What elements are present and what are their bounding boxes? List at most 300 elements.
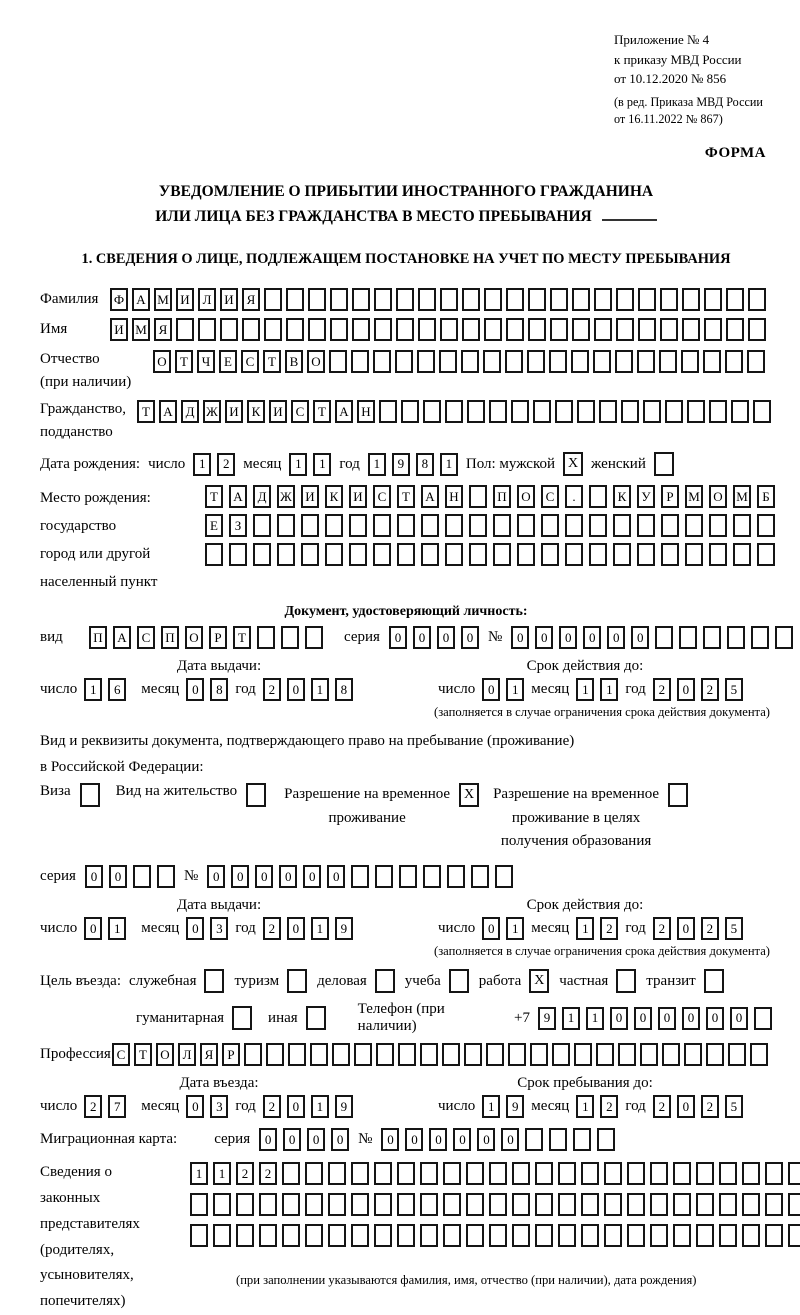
forma-label: ФОРМА [704,144,766,161]
char-cell: 2 [653,917,671,940]
char-cell [376,1043,394,1066]
char-cell: 7 [108,1095,126,1118]
char-cell [486,1043,504,1066]
char-cell [462,288,480,311]
identity-kind-cells [89,626,323,649]
char-cell [742,1162,760,1185]
month-word: месяц [531,920,570,937]
char-cell: Я [242,288,260,311]
month-word: месяц [243,455,282,472]
char-cell [397,1224,415,1247]
char-cell [286,318,304,341]
residence-valid-fields [438,917,772,940]
char-cell [655,626,673,649]
char-cell: 0 [511,626,529,649]
char-cell: И [269,400,287,423]
day-word: число [40,920,78,937]
char-cell: 2 [600,1095,618,1118]
char-cell: 1 [84,678,102,701]
char-cell: 0 [477,1128,495,1151]
identity-issue-month [186,678,228,701]
char-cell [493,543,511,566]
representatives-note: (при заполнении указываются фамилия, имя, отчество (при наличии), дата рождения) [236,1273,697,1288]
char-cell: 0 [658,1007,676,1030]
char-cell: 2 [653,678,671,701]
char-cell [325,543,343,566]
char-cell [495,865,513,888]
char-cell [535,1162,553,1185]
char-cell [527,350,545,373]
identity-issue-year [263,678,353,701]
stay-fields [438,1095,772,1118]
purpose-work-checkbox: X [529,969,549,993]
char-cell [379,400,397,423]
stay-day [482,1095,524,1118]
char-cell [443,1193,461,1216]
char-cell: К [613,485,631,508]
identity-issue-fields [40,678,398,701]
char-cell [661,543,679,566]
char-cell: 0 [389,626,407,649]
char-cell [464,1043,482,1066]
char-cell [351,865,369,888]
char-cell: 0 [607,626,625,649]
entry-half [40,1075,398,1118]
char-cell [229,543,247,566]
char-cell [420,1224,438,1247]
char-cell: К [325,485,343,508]
identity-valid-month [576,678,618,701]
citizenship-label-2: подданство [40,423,113,440]
rvp-edu-label-2: проживание в целях [511,809,641,826]
char-cell: М [154,288,172,311]
char-cell [133,865,151,888]
char-cell: 1 [311,917,329,940]
char-cell: 0 [85,865,103,888]
char-cell [682,318,700,341]
residence-issue-day [84,917,126,940]
char-cell: 0 [429,1128,447,1151]
identity-valid-half [398,658,772,701]
char-cell: 0 [437,626,455,649]
identity-number-cells [511,626,793,649]
char-cell [352,288,370,311]
residence-number-label: № [183,868,199,885]
char-cell [332,1043,350,1066]
char-cell: 1 [482,1095,500,1118]
char-cell [443,1224,461,1247]
char-cell: 0 [327,865,345,888]
char-cell [604,1224,622,1247]
annex-line: к приказу МВД России [614,51,742,67]
char-cell [281,626,299,649]
migration-card-row [40,1128,772,1151]
char-cell: 0 [109,865,127,888]
residence-valid-day [482,917,524,940]
identity-kind-row [40,626,772,649]
char-cell [349,543,367,566]
char-cell: А [159,400,177,423]
phone-prefix: +7 [514,1009,530,1026]
year-word: год [235,920,256,937]
rvp-label [284,783,450,830]
sex-male-label: Пол: мужской [465,455,556,472]
purpose-opt-label: транзит [646,972,696,989]
char-cell: А [335,400,353,423]
char-cell: 8 [210,678,228,701]
char-cell [558,1162,576,1185]
char-cell [305,626,323,649]
identity-issue-head: Дата выдачи: [176,658,262,675]
rvp-edu-checkbox [668,783,688,807]
char-cell [679,626,697,649]
char-cell [374,318,392,341]
char-cell [418,288,436,311]
char-cell [505,350,523,373]
char-cell [528,318,546,341]
char-cell [528,288,546,311]
month-word: месяц [141,681,180,698]
char-cell [754,1007,772,1030]
char-cell [398,1043,416,1066]
char-cell: М [132,318,150,341]
representatives-label-3: представителях [40,1215,140,1232]
char-cell [288,1043,306,1066]
char-cell [726,318,744,341]
char-cell [731,400,749,423]
char-cell: 2 [217,453,235,476]
char-cell: И [349,485,367,508]
char-cell [577,400,595,423]
char-cell [613,543,631,566]
char-cell: З [229,514,247,537]
patronymic-label-1: Отчество [40,351,100,368]
char-cell [277,543,295,566]
char-cell: С [373,485,391,508]
char-cell: А [229,485,247,508]
purpose-opt-label: работа [478,972,522,989]
char-cell [330,318,348,341]
char-cell [375,865,393,888]
char-cell [469,543,487,566]
char-cell: 0 [631,626,649,649]
char-cell [673,1224,691,1247]
rvp-option [284,783,479,830]
char-cell [308,288,326,311]
char-cell [466,1162,484,1185]
char-cell [535,1224,553,1247]
char-cell: 0 [682,1007,700,1030]
char-cell: 0 [186,917,204,940]
char-cell [511,400,529,423]
char-cell: П [493,485,511,508]
char-cell [423,400,441,423]
char-cell [354,1043,372,1066]
char-cell [483,350,501,373]
char-cell: 1 [289,453,307,476]
phone-cells [538,1007,772,1030]
char-cell [685,543,703,566]
char-cell [244,1043,262,1066]
char-cell [589,514,607,537]
residence-issue-head: Дата выдачи: [176,897,262,914]
char-cell [703,350,721,373]
annex-amendment [614,94,772,129]
char-cell [681,350,699,373]
char-cell: Е [219,350,237,373]
char-cell [719,1193,737,1216]
char-cell: Д [253,485,271,508]
char-cell [719,1162,737,1185]
char-cell [549,1128,567,1151]
char-cell: 3 [210,1095,228,1118]
purpose-opt-label: туризм [234,972,280,989]
char-cell [351,1224,369,1247]
char-cell [696,1224,714,1247]
birth-day-cells [193,453,235,476]
char-cell [650,1224,668,1247]
representatives-row [40,1160,772,1315]
char-cell: О [517,485,535,508]
residence-number-cells [207,865,513,888]
char-cell [659,350,677,373]
char-cell [305,1193,323,1216]
char-cell [493,514,511,537]
char-cell [242,318,260,341]
char-cell [421,514,439,537]
birth-place-label-4: населенный пункт [40,573,158,590]
identity-series-cells [389,626,479,649]
char-cell [565,514,583,537]
char-cell: 8 [416,453,434,476]
char-cell: 0 [461,626,479,649]
char-cell: Р [222,1043,240,1066]
char-cell [395,350,413,373]
char-cell [190,1193,208,1216]
char-cell [574,1043,592,1066]
char-cell: 2 [701,678,719,701]
day-word: число [40,1098,78,1115]
form-title-line2: ИЛИ ЛИЦА БЕЗ ГРАЖДАНСТВА В МЕСТО ПРЕБЫВАНИЯ [155,207,592,225]
char-cell [205,543,223,566]
char-cell: К [247,400,265,423]
char-cell: 0 [559,626,577,649]
rvp-edu-label [493,783,659,853]
char-cell [325,514,343,537]
char-cell [374,1224,392,1247]
char-cell [709,543,727,566]
char-cell: 0 [730,1007,748,1030]
char-cell [282,1224,300,1247]
char-cell [728,1043,746,1066]
char-cell: 2 [701,917,719,940]
rvp-edu-label-1: Разрешение на временное [493,786,660,803]
day-word: число [148,455,186,472]
residence-series-label: серия [40,868,76,885]
visa-option [40,783,100,807]
char-cell [733,543,751,566]
char-cell [447,865,465,888]
char-cell: 0 [535,626,553,649]
char-cell [662,1043,680,1066]
char-cell: 1 [576,917,594,940]
char-cell [374,1193,392,1216]
residence-permit-label: Вид на жительство [115,783,238,800]
char-cell [594,288,612,311]
char-cell [747,350,765,373]
char-cell: 1 [440,453,458,476]
char-cell: 3 [210,917,228,940]
char-cell [282,1193,300,1216]
char-cell [704,318,722,341]
char-cell: С [241,350,259,373]
char-cell: 2 [701,1095,719,1118]
char-cell: Е [205,514,223,537]
char-cell [442,1043,460,1066]
char-cell [788,1193,800,1216]
char-cell [417,350,435,373]
char-cell [703,626,721,649]
char-cell [665,400,683,423]
char-cell: П [89,626,107,649]
char-cell: 1 [506,678,524,701]
char-cell [420,1162,438,1185]
char-cell [682,288,700,311]
char-cell [396,288,414,311]
citizenship-label [40,398,137,443]
representatives-label-6: попечителях) [40,1293,126,1310]
char-cell [673,1162,691,1185]
char-cell [373,543,391,566]
char-cell [484,288,502,311]
char-cell [742,1193,760,1216]
char-cell [418,318,436,341]
char-cell [420,1043,438,1066]
char-cell [618,1043,636,1066]
char-cell [462,318,480,341]
char-cell: Т [233,626,251,649]
phone-label: Телефон (при наличии) [357,1001,445,1035]
char-cell [445,543,463,566]
char-cell: 9 [506,1095,524,1118]
char-cell [673,1193,691,1216]
char-cell: 0 [207,865,225,888]
char-cell: Т [313,400,331,423]
char-cell: 0 [677,678,695,701]
entry-year [263,1095,353,1118]
char-cell [581,1193,599,1216]
char-cell [696,1193,714,1216]
char-cell [506,288,524,311]
char-cell: 1 [190,1162,208,1185]
char-cell: Ж [203,400,221,423]
identity-issue-day [84,678,126,701]
sex-female-label: женский [591,455,646,472]
char-cell [555,400,573,423]
annex-line: Приложение № 4 [614,32,710,47]
char-cell: 0 [307,1128,325,1151]
year-word: год [625,681,646,698]
char-cell [599,400,617,423]
char-cell [349,514,367,537]
char-cell [621,400,639,423]
char-cell [572,318,590,341]
purpose-opt-label: учеба [404,972,441,989]
visa-label: Виза [40,783,71,800]
char-cell [589,485,607,508]
representatives-row1-cells [190,1162,800,1185]
char-cell [489,400,507,423]
char-cell [525,1128,543,1151]
char-cell: 9 [392,453,410,476]
representatives-content [190,1160,800,1288]
char-cell: Я [200,1043,218,1066]
surname-cells [110,288,766,311]
identity-issue-half [40,658,398,701]
char-cell [742,1224,760,1247]
char-cell [305,1162,323,1185]
representatives-cells [190,1162,800,1247]
char-cell [640,1043,658,1066]
year-word: год [235,1098,256,1115]
citizenship-cells [137,400,771,423]
char-cell [373,350,391,373]
identity-validity-note: (заполняется в случае ограничения срока действия документа) [434,705,770,720]
residence-valid-year [653,917,743,940]
char-cell [541,514,559,537]
char-cell [397,1162,415,1185]
char-cell: 0 [677,1095,695,1118]
char-cell: 1 [600,678,618,701]
char-cell [420,1193,438,1216]
char-cell [757,514,775,537]
char-cell: 1 [586,1007,604,1030]
char-cell: И [225,400,243,423]
char-cell [259,1224,277,1247]
entry-fields [40,1095,398,1118]
form-title-line1: УВЕДОМЛЕНИЕ О ПРИБЫТИИ ИНОСТРАННОГО ГРАЖДАНИНА [158,182,654,200]
char-cell [748,318,766,341]
char-cell [733,514,751,537]
char-cell [469,485,487,508]
char-cell [788,1224,800,1247]
purpose-other-checkbox [306,1006,326,1030]
citizenship-label-1: Гражданство, [40,401,127,418]
char-cell [684,1043,702,1066]
char-cell: Л [198,288,216,311]
residence-valid-month [576,917,618,940]
char-cell: Д [181,400,199,423]
birth-place-row [40,485,772,596]
char-cell: 1 [311,1095,329,1118]
char-cell [594,318,612,341]
residence-permit-option [116,783,266,807]
char-cell: У [637,485,655,508]
entry-dates-grid [40,1075,772,1118]
char-cell [489,1193,507,1216]
char-cell: 0 [331,1128,349,1151]
char-cell [596,1043,614,1066]
char-cell [253,514,271,537]
patronymic-label [40,348,153,393]
purpose-private-checkbox [616,969,636,993]
char-cell: И [110,318,128,341]
char-cell: 0 [84,917,102,940]
patronymic-cells [153,350,765,373]
birth-place-label [40,485,205,596]
char-cell [517,543,535,566]
char-cell [396,318,414,341]
